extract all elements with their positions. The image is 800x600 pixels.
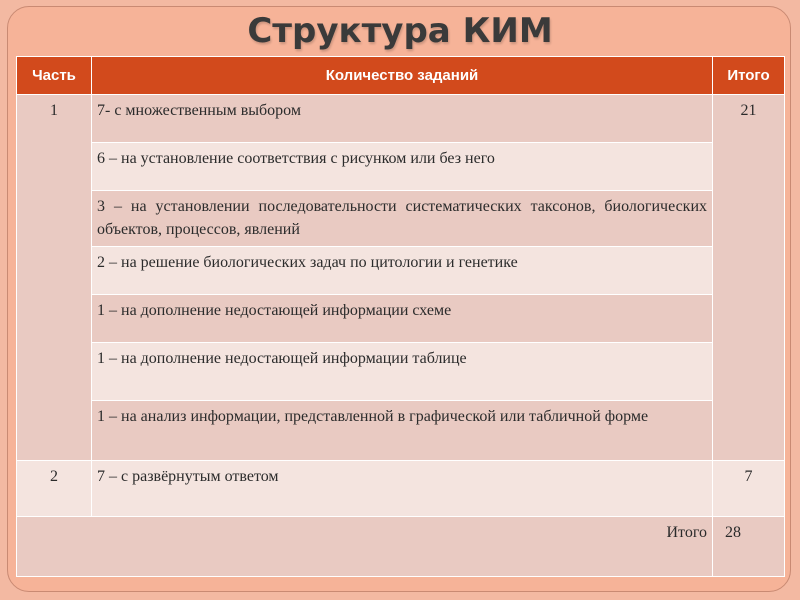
table-row [17, 143, 785, 191]
table-row [17, 401, 785, 461]
header-count: Количество заданий [92, 57, 713, 95]
grand-total-value: 28 [713, 517, 785, 577]
task-row: 6 – на установление соответствия с рисунком или без него [92, 143, 713, 191]
header-total: Итого [713, 57, 785, 95]
task-row: 2 – на решение биологических задач по цитологии и генетике [92, 247, 713, 295]
table-row [17, 95, 785, 143]
part-1-total: 21 [713, 95, 785, 461]
task-row: 3 – на установлении последовательности систематических таксонов, биологических объектов, процессов, явлений [92, 191, 713, 247]
table-row [17, 191, 785, 247]
table-row [17, 247, 785, 295]
kim-structure-table [16, 56, 785, 577]
page-title: Структура КИМ [247, 11, 553, 51]
table-header-row [17, 57, 785, 95]
part-1-number: 1 [17, 95, 92, 461]
part-2-total: 7 [713, 461, 785, 517]
grand-total-row [17, 517, 785, 577]
table-row [17, 461, 785, 517]
task-row: 7 – с развёрнутым ответом [92, 461, 713, 517]
task-row: 1 – на дополнение недостающей информации таблице [92, 343, 713, 401]
table-row [17, 343, 785, 401]
task-row: 7- с множественным выбором [92, 95, 713, 143]
header-part: Часть [17, 57, 92, 95]
part-2-number: 2 [17, 461, 92, 517]
table-row [17, 295, 785, 343]
task-row: 1 – на дополнение недостающей информации схеме [92, 295, 713, 343]
grand-total-label: Итого [17, 517, 713, 577]
task-row: 1 – на анализ информации, представленной в графической или табличной форме [92, 401, 713, 461]
